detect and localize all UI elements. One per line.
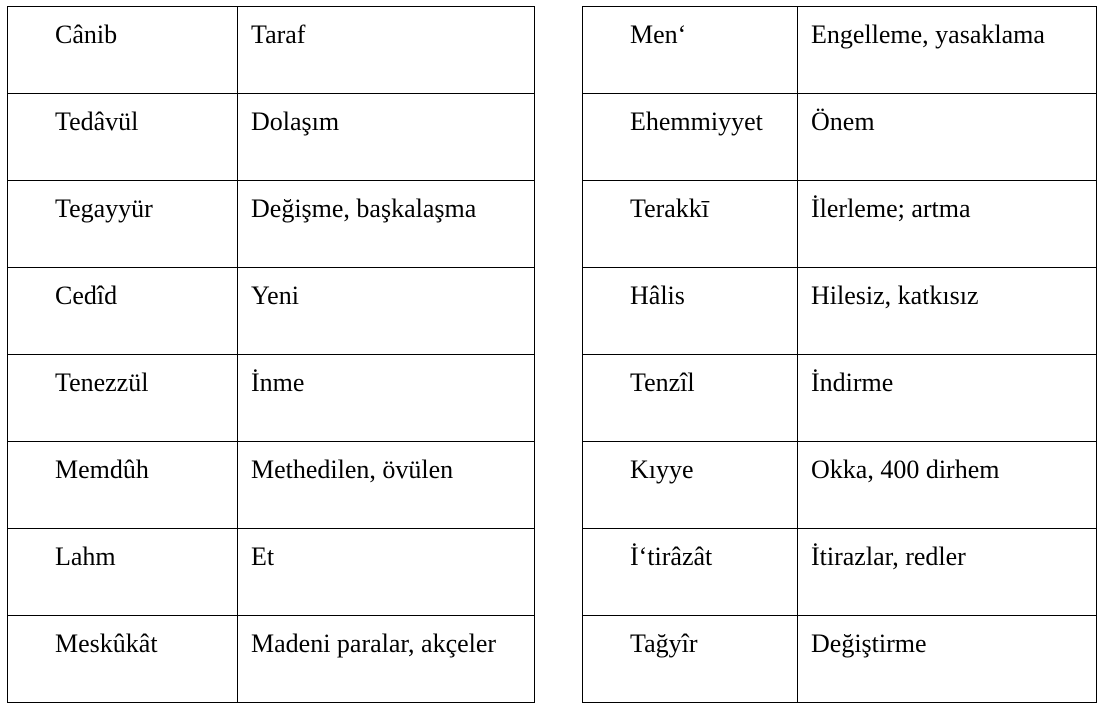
meaning-cell: Et xyxy=(238,529,535,616)
term-cell: Memdûh xyxy=(8,442,238,529)
meaning-cell: Hilesiz, katkısız xyxy=(798,268,1097,355)
table-row xyxy=(8,268,535,355)
term-cell: Tedâvül xyxy=(8,94,238,181)
meaning-cell: Değişme, başkalaşma xyxy=(238,181,535,268)
meaning-cell: İlerleme; artma xyxy=(798,181,1097,268)
meaning-cell: Okka, 400 dirhem xyxy=(798,442,1097,529)
vocabulary-table-left xyxy=(7,6,535,703)
vocabulary-table-right xyxy=(582,6,1097,703)
meaning-cell: İndirme xyxy=(798,355,1097,442)
term-cell: Cânib xyxy=(8,7,238,94)
term-cell: Ehemmiyyet xyxy=(583,94,798,181)
table-row xyxy=(583,7,1097,94)
meaning-cell: Değiştirme xyxy=(798,616,1097,703)
table-row xyxy=(583,616,1097,703)
table-row xyxy=(583,94,1097,181)
meaning-cell: Yeni xyxy=(238,268,535,355)
term-cell: Terakkī xyxy=(583,181,798,268)
meaning-cell: Engelleme, yasaklama xyxy=(798,7,1097,94)
meaning-cell: İnme xyxy=(238,355,535,442)
term-cell: Meskûkât xyxy=(8,616,238,703)
table-row xyxy=(583,442,1097,529)
term-cell: Tegayyür xyxy=(8,181,238,268)
table-row xyxy=(583,181,1097,268)
meaning-cell: Dolaşım xyxy=(238,94,535,181)
meaning-cell: İtirazlar, redler xyxy=(798,529,1097,616)
table-row xyxy=(8,7,535,94)
table-row xyxy=(8,355,535,442)
term-cell: Men‘ xyxy=(583,7,798,94)
term-cell: Hâlis xyxy=(583,268,798,355)
table-row xyxy=(583,355,1097,442)
term-cell: Tağyîr xyxy=(583,616,798,703)
table-row xyxy=(8,181,535,268)
term-cell: Lahm xyxy=(8,529,238,616)
table-row xyxy=(8,442,535,529)
term-cell: Cedîd xyxy=(8,268,238,355)
table-row xyxy=(8,94,535,181)
table-row xyxy=(8,529,535,616)
table-row xyxy=(583,268,1097,355)
term-cell: İ‘tirâzât xyxy=(583,529,798,616)
term-cell: Tenezzül xyxy=(8,355,238,442)
meaning-cell: Madeni paralar, akçeler xyxy=(238,616,535,703)
meaning-cell: Taraf xyxy=(238,7,535,94)
meaning-cell: Önem xyxy=(798,94,1097,181)
meaning-cell: Methedilen, övülen xyxy=(238,442,535,529)
table-row xyxy=(8,616,535,703)
term-cell: Tenzîl xyxy=(583,355,798,442)
term-cell: Kıyye xyxy=(583,442,798,529)
table-row xyxy=(583,529,1097,616)
